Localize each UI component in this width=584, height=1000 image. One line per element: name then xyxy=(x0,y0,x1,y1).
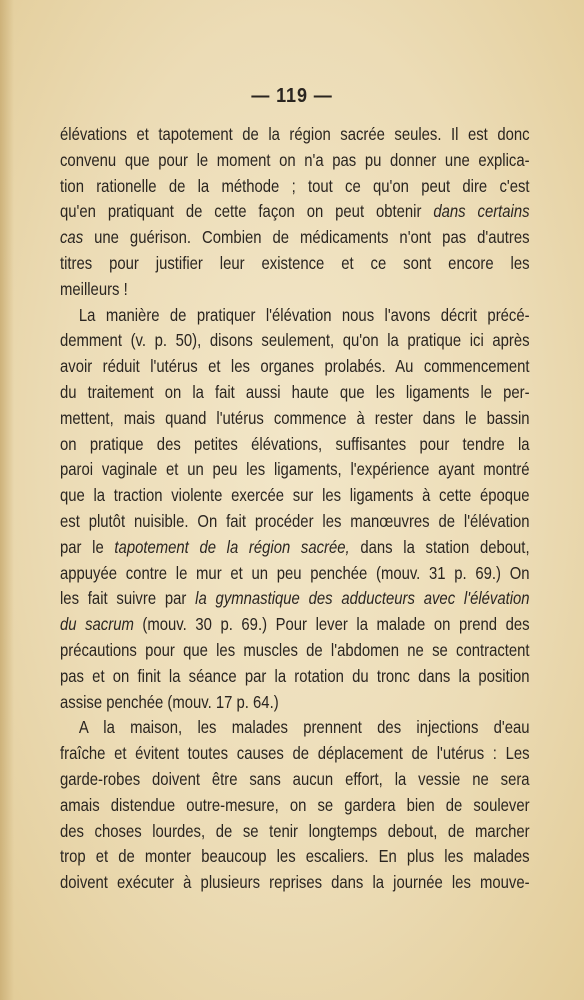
text-line xyxy=(60,199,530,225)
text-line xyxy=(60,664,530,690)
text-run: qu'en pratiquant de cette façon on peut obtenir xyxy=(60,201,434,222)
text-run: avoir réduit l'utérus et les organes prolabés. Au commencement xyxy=(60,356,530,377)
text-run: La manière de pratiquer l'élévation nous l'avons décrit précé- xyxy=(78,304,530,325)
text-run: garde-robes doivent être sans aucun effort, la vessie ne sera xyxy=(60,768,530,789)
text-line xyxy=(60,767,530,793)
text-run: A la maison, les malades prennent des injections d'eau xyxy=(78,717,530,738)
text-line xyxy=(60,741,530,767)
italic-text: dans certains xyxy=(433,201,530,222)
text-run: fraîche et évitent toutes causes de déplacement de l'utérus : Les xyxy=(60,743,530,764)
text-run: une guérison. Combien de médicaments n'ont pas d'autres xyxy=(83,227,530,248)
text-run: précautions pour que les muscles de l'abdomen ne se contractent xyxy=(60,639,530,660)
text-line xyxy=(60,122,530,148)
text-line xyxy=(60,612,530,638)
text-line xyxy=(60,432,530,458)
page-number: — 119 — xyxy=(251,85,333,107)
body-text xyxy=(60,122,530,896)
text-line xyxy=(60,844,530,870)
paragraph xyxy=(60,122,530,303)
text-line xyxy=(60,819,530,845)
text-run: que la traction violente exercée sur les ligaments à cette époque xyxy=(60,485,530,506)
text-run: des choses lourdes, de se tenir longtemps debout, de marcher xyxy=(60,820,530,841)
text-run: élévations et tapotement de la région sacrée seules. Il est donc xyxy=(60,124,530,144)
text-run: du traitement on la fait aussi haute que les ligaments le per- xyxy=(60,381,530,402)
text-run: meilleurs ! xyxy=(60,278,128,299)
paragraph xyxy=(60,303,530,716)
text-line xyxy=(60,690,530,716)
text-line xyxy=(60,251,530,277)
text-line xyxy=(60,793,530,819)
text-run: demment (v. p. 50), disons seulement, qu'on la pratique ici après xyxy=(60,330,530,351)
text-line xyxy=(60,586,530,612)
text-line xyxy=(60,328,530,354)
text-line xyxy=(60,483,530,509)
text-line xyxy=(60,715,530,741)
italic-text: cas xyxy=(60,227,84,248)
text-line xyxy=(60,277,530,303)
text-run: (mouv. 30 p. 69.) Pour lever la malade on prend des xyxy=(133,614,530,635)
text-run: pas et on finit la séance par la rotation du tronc dans la position xyxy=(60,665,530,686)
text-run: paroi vaginale et un peu les ligaments, l'expérience ayant montré xyxy=(60,459,530,480)
italic-text: tapotement de la région sacrée, xyxy=(114,536,350,557)
text-line xyxy=(60,354,530,380)
text-run: assise penchée (mouv. 17 p. 64.) xyxy=(60,691,279,712)
text-line xyxy=(60,638,530,664)
text-line xyxy=(60,148,530,174)
text-line xyxy=(60,303,530,329)
text-line xyxy=(60,457,530,483)
text-run: titres pour justifier leur existence et ce sont encore les xyxy=(60,252,530,273)
text-run: par le xyxy=(60,536,115,557)
text-run: convenu que pour le moment on n'a pas pu donner une explica- xyxy=(60,149,530,170)
text-line xyxy=(60,535,530,561)
text-line xyxy=(60,561,530,587)
text-run: est plutôt nuisible. On fait procéder les manœuvres de l'élévation xyxy=(60,510,530,531)
text-run: appuyée contre le mur et un peu penchée (mouv. 31 p. 69.) On xyxy=(60,562,530,583)
paragraph xyxy=(60,715,530,896)
text-run: trop et de monter beaucoup les escaliers. En plus les malades xyxy=(60,846,530,867)
text-line xyxy=(60,870,530,896)
text-line xyxy=(60,406,530,432)
text-run: tion rationelle de la méthode ; tout ce qu'on peut dire c'est xyxy=(60,175,530,196)
text-run: amais distendue outre-mesure, on se gardera bien de soulever xyxy=(60,794,530,815)
text-line xyxy=(60,509,530,535)
text-run: mettent, mais quand l'utérus commence à rester dans le bassin xyxy=(60,407,530,428)
italic-text: du sacrum xyxy=(60,614,134,635)
text-run: les fait suivre par xyxy=(60,588,196,609)
text-run: dans la station debout, xyxy=(349,536,530,557)
text-line xyxy=(60,174,530,200)
text-line xyxy=(60,225,530,251)
text-line xyxy=(60,380,530,406)
text-run: on pratique des petites élévations, suffisantes pour tendre la xyxy=(60,433,530,454)
page-binding-shadow xyxy=(0,0,14,1000)
text-run: doivent exécuter à plusieurs reprises dans la journée les mouve- xyxy=(60,872,530,893)
italic-text: la gymnastique des adducteurs avec l'élévation xyxy=(195,588,530,609)
